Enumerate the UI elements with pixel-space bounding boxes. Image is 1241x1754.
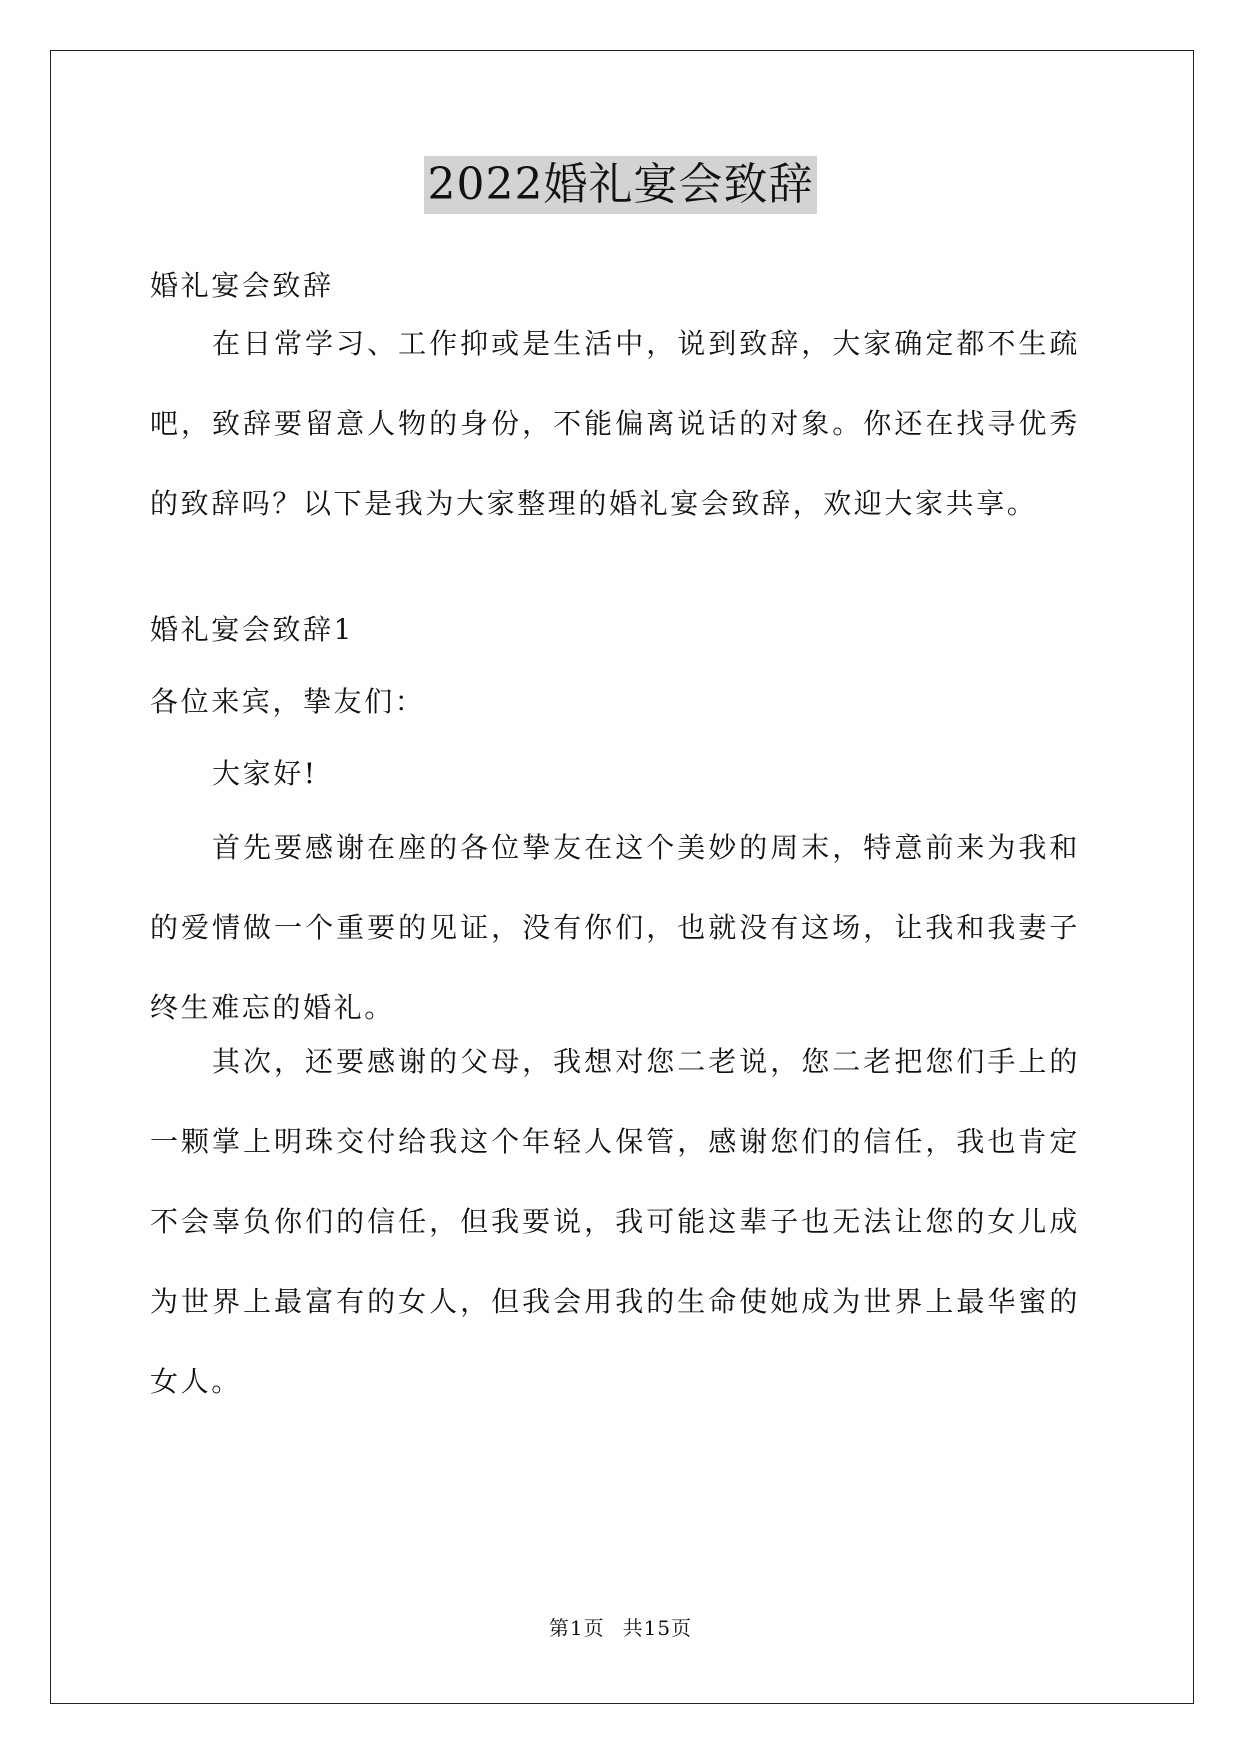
- document-title: 2022婚礼宴会致辞: [424, 156, 818, 214]
- page-number: 第1页: [548, 1616, 605, 1640]
- salutation: 各位来宾，挚友们：: [150, 685, 426, 718]
- subtitle: 婚礼宴会致辞: [150, 269, 334, 302]
- intro-paragraph: 在日常学习、工作抑或是生活中，说到致辞，大家确定都不生疏吧，致辞要留意人物的身份，不能偏离说话的对象。你还在找寻优秀的致辞吗？以下是我为大家整理的婚礼宴会致辞，欢迎大家共享。: [150, 327, 1080, 520]
- paragraph-thanks-friends: 首先要感谢在座的各位挚友在这个美妙的周末，特意前来为我和的爱情做一个重要的见证，没有你们，也就没有这场，让我和我妻子终生难忘的婚礼。: [150, 831, 1080, 1024]
- section-heading: 婚礼宴会致辞1: [150, 613, 355, 646]
- title-container: [0, 156, 1241, 214]
- paragraph-thanks-parents: 其次，还要感谢的父母，我想对您二老说，您二老把您们手上的一颗掌上明珠交付给我这个年轻人保管，感谢您们的信任，我也肯定不会辜负你们的信任，但我要说，我可能这辈子也无法让您的女儿成为世界上最富有的女人，但我会用我的生命使她成为世界上最华蜜的女人。: [150, 1045, 1080, 1398]
- total-pages: 共15页: [622, 1616, 693, 1640]
- page-footer: [0, 1612, 1241, 1641]
- greeting: 大家好!: [212, 757, 318, 790]
